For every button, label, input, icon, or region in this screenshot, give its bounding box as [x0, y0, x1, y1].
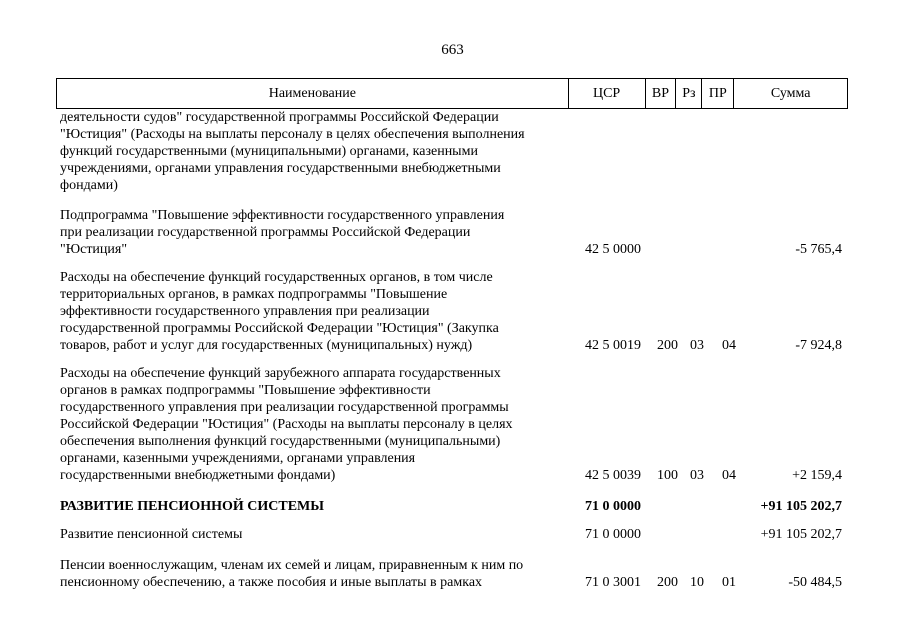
header-rz: Рз [676, 79, 702, 108]
row-text-line: "Юстиция" [60, 242, 128, 257]
row-text-line: государственного управления при реализации государственной программы [60, 400, 509, 415]
row-rz: 03 [690, 468, 704, 483]
row-rz: 03 [690, 338, 704, 353]
row-text-line: учреждениями, органами управления государственными внебюджетными [60, 161, 501, 176]
row-text-line: территориальных органов, в рамках подпрограммы "Повышение [60, 287, 448, 302]
row-text-line: "Юстиция" (Расходы на выплаты персоналу в целях обеспечения выполнения [60, 127, 525, 142]
row-text-line: товаров, работ и услуг для государственных (муниципальных) нужд) [60, 338, 473, 353]
row-text-line: обеспечения выполнения функций государственными (муниципальными) [60, 434, 501, 449]
row-pr: 01 [722, 575, 736, 590]
row-csr: 71 0 0000 [585, 499, 641, 514]
row-text-line: фондами) [60, 178, 118, 193]
header-sum: Сумма [770, 85, 811, 101]
row-sum: +2 159,4 [792, 468, 842, 483]
row-csr: 42 5 0000 [585, 242, 641, 257]
row-text-line: пенсионному обеспечению, а также пособия и иные выплаты в рамках [60, 575, 483, 590]
row-pr: 04 [722, 468, 736, 483]
header-csr: ЦСР [569, 79, 646, 108]
row-csr: 71 0 0000 [585, 527, 641, 542]
row-pr: 04 [722, 338, 736, 353]
row-sum: -5 765,4 [795, 242, 842, 257]
row-text-line: эффективности государственного управления при реализации [60, 304, 430, 319]
row-text-line: деятельности судов" государственной программы Российской Федерации [60, 110, 499, 125]
row-text-line: РАЗВИТИЕ ПЕНСИОННОЙ СИСТЕМЫ [60, 499, 325, 514]
row-text-line: при реализации государственной программы Российской Федерации [60, 225, 471, 240]
row-text-line: Развитие пенсионной системы [60, 527, 243, 542]
row-sum: +91 105 202,7 [760, 499, 842, 514]
row-csr: 42 5 0039 [585, 468, 641, 483]
row-text-line: Расходы на обеспечение функций зарубежного аппарата государственных [60, 366, 501, 381]
row-text-line: Подпрограмма "Повышение эффективности государственного управления [60, 208, 505, 223]
row-text-line: функций государственными (муниципальными) органами, казенными [60, 144, 478, 159]
header-pr: ПР [702, 79, 734, 108]
page-number: 663 [441, 42, 464, 58]
row-text-line: Пенсии военнослужащим, членам их семей и лицам, приравненным к ним по [60, 558, 524, 573]
row-rz: 10 [690, 575, 704, 590]
table-header [56, 78, 848, 109]
row-sum: +91 105 202,7 [760, 527, 842, 542]
header-vr: ВР [646, 79, 677, 108]
row-sum: -7 924,8 [795, 338, 842, 353]
row-csr: 42 5 0019 [585, 338, 641, 353]
row-vr: 200 [657, 575, 678, 590]
row-text-line: государственной программы Российской Федерации "Юстиция" (Закупка [60, 321, 499, 336]
row-text-line: органов в рамках подпрограммы "Повышение эффективности [60, 383, 431, 398]
row-text-line: государственными внебюджетными фондами) [60, 468, 336, 483]
row-csr: 71 0 3001 [585, 575, 641, 590]
header-name: Наименование [57, 79, 569, 108]
row-vr: 200 [657, 338, 678, 353]
row-text-line: органами, казенными учреждениями, органами управления [60, 451, 416, 466]
row-text-line: Расходы на обеспечение функций государственных органов, в том числе [60, 270, 493, 285]
row-vr: 100 [657, 468, 678, 483]
row-text-line: Российской Федерации "Юстиция" (Расходы на выплаты персоналу в целях [60, 417, 513, 432]
row-sum: -50 484,5 [788, 575, 842, 590]
